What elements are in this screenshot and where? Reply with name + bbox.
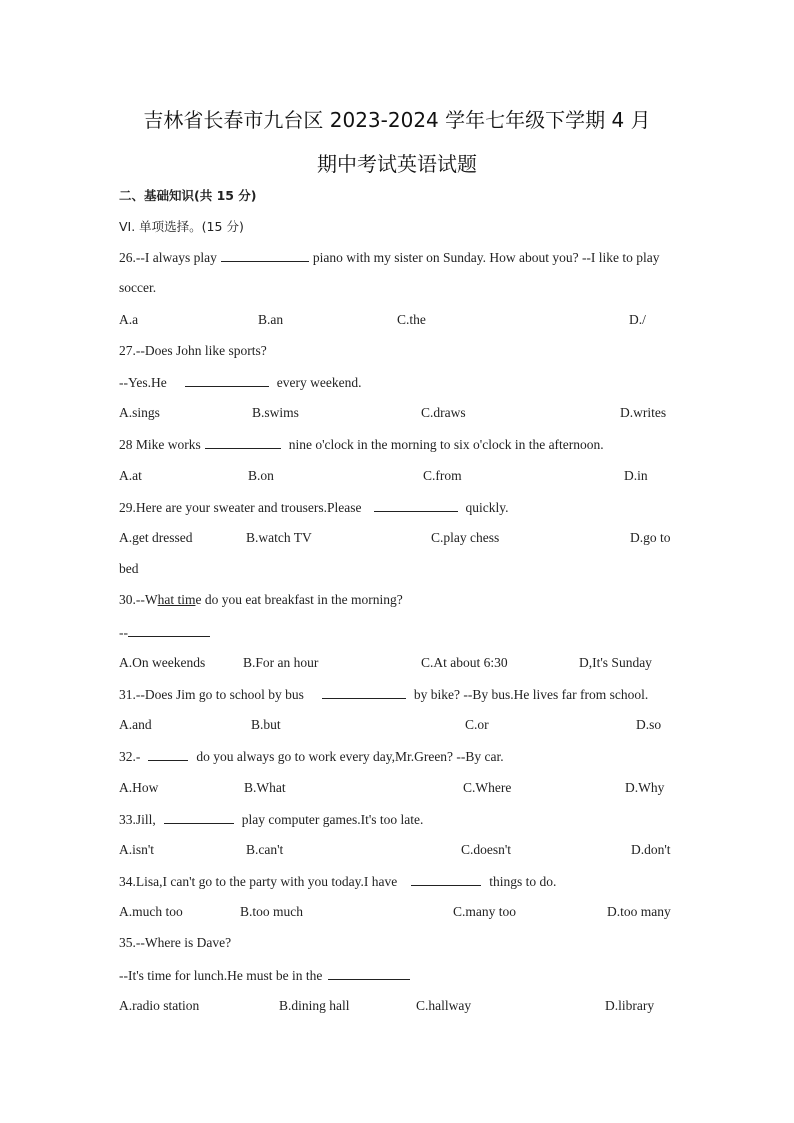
q34-option-d[interactable]: D.too many <box>607 904 671 919</box>
q27-option-d[interactable]: D.writes <box>620 405 667 420</box>
answer-blank[interactable] <box>328 967 410 980</box>
q29-option-a[interactable]: A.get dressed <box>119 530 193 545</box>
q28-option-a[interactable]: A.at <box>119 468 142 483</box>
q35-option-a[interactable]: A.radio station <box>119 998 200 1013</box>
q26-option-b[interactable]: B.an <box>258 312 284 327</box>
answer-blank[interactable] <box>185 374 269 387</box>
answer-blank[interactable] <box>221 249 309 262</box>
q29-option-b[interactable]: B.watch TV <box>246 530 312 545</box>
answer-blank[interactable] <box>128 624 210 637</box>
q32-option-a[interactable]: A.How <box>119 780 159 795</box>
q33-option-c[interactable]: C.doesn't <box>461 842 512 857</box>
q28-option-c[interactable]: C.from <box>423 468 462 483</box>
q26-option-c[interactable]: C.the <box>397 312 426 327</box>
q35-option-b[interactable]: B.dining hall <box>279 998 350 1013</box>
q27-option-b[interactable]: B.swims <box>252 405 299 420</box>
q35-option-c[interactable]: C.hallway <box>416 998 472 1013</box>
q32-option-b[interactable]: B.What <box>244 780 286 795</box>
q30-option-b[interactable]: B.For an hour <box>243 655 319 670</box>
section-heading: 二、基础知识(共 15 分) <box>119 188 257 203</box>
q26-option-d[interactable]: D./ <box>629 312 646 327</box>
q32-option-d[interactable]: D.Why <box>625 780 665 795</box>
q30-option-c[interactable]: C.At about 6:30 <box>421 655 508 670</box>
q30-option-d[interactable]: D,It's Sunday <box>579 655 652 670</box>
q27-line-1: 27.--Does John like sports? <box>119 343 267 358</box>
answer-blank[interactable] <box>205 436 281 449</box>
q28-option-d[interactable]: D.in <box>624 468 648 483</box>
q31-option-c[interactable]: C.or <box>465 717 489 732</box>
subsection-heading: VI. 单项选择。(15 分) <box>119 219 244 234</box>
q30-line-2: -- <box>119 624 214 641</box>
q28-line-1: 28 Mike works nine o'clock in the morning to six o'clock in the afternoon. <box>119 437 604 452</box>
q29-option-d[interactable]: D.go to <box>630 530 671 545</box>
title-line-1: 吉林省长春市九台区 2023-2024 学年七年级下学期 4 月 <box>143 108 651 132</box>
q34-option-a[interactable]: A.much too <box>119 904 183 919</box>
q26-option-a[interactable]: A.a <box>119 312 139 327</box>
q26-line-1: 26.--I always play piano with my sister on Sunday. How about you? --I like to play <box>119 250 660 265</box>
answer-blank[interactable] <box>411 873 481 886</box>
q26-line-2: soccer. <box>119 280 157 295</box>
q30-line-1: 30.--What time do you eat breakfast in the morning? <box>119 592 403 607</box>
answer-blank[interactable] <box>164 811 234 824</box>
q34-option-c[interactable]: C.many too <box>453 904 516 919</box>
q31-option-d[interactable]: D.so <box>636 717 662 732</box>
answer-blank[interactable] <box>374 499 458 512</box>
answer-blank[interactable] <box>322 686 406 699</box>
q30-option-a[interactable]: A.On weekends <box>119 655 206 670</box>
q28-option-b[interactable]: B.on <box>248 468 274 483</box>
q33-option-d[interactable]: D.don't <box>631 842 671 857</box>
q32-line-1: 32.- do you always go to work every day,Mr.Green? --By car. <box>119 749 504 764</box>
q31-line-1: 31.--Does Jim go to school by bus by bike? --By bus.He lives far from school. <box>119 687 649 702</box>
q33-option-a[interactable]: A.isn't <box>119 842 155 857</box>
q35-line-2: --It's time for lunch.He must be in the <box>119 967 414 984</box>
q27-option-c[interactable]: C.draws <box>421 405 466 420</box>
q27-line-2: --Yes.He every weekend. <box>119 375 362 390</box>
q31-option-a[interactable]: A.and <box>119 717 152 732</box>
q31-option-b[interactable]: B.but <box>251 717 281 732</box>
q35-line-1: 35.--Where is Dave? <box>119 935 232 950</box>
q29-continuation: bed <box>119 561 139 576</box>
q34-line-1: 34.Lisa,I can't go to the party with you today.I have things to do. <box>119 874 557 889</box>
q27-option-a[interactable]: A.sings <box>119 405 160 420</box>
q32-option-c[interactable]: C.Where <box>463 780 512 795</box>
q33-line-1: 33.Jill, play computer games.It's too late. <box>119 812 424 827</box>
q29-option-c[interactable]: C.play chess <box>431 530 500 545</box>
answer-blank[interactable] <box>148 748 188 761</box>
q33-option-b[interactable]: B.can't <box>246 842 284 857</box>
q35-option-d[interactable]: D.library <box>605 998 655 1013</box>
title-line-2: 期中考试英语试题 <box>317 152 477 176</box>
q34-option-b[interactable]: B.too much <box>240 904 303 919</box>
q29-line-1: 29.Here are your sweater and trousers.Please quickly. <box>119 500 509 515</box>
